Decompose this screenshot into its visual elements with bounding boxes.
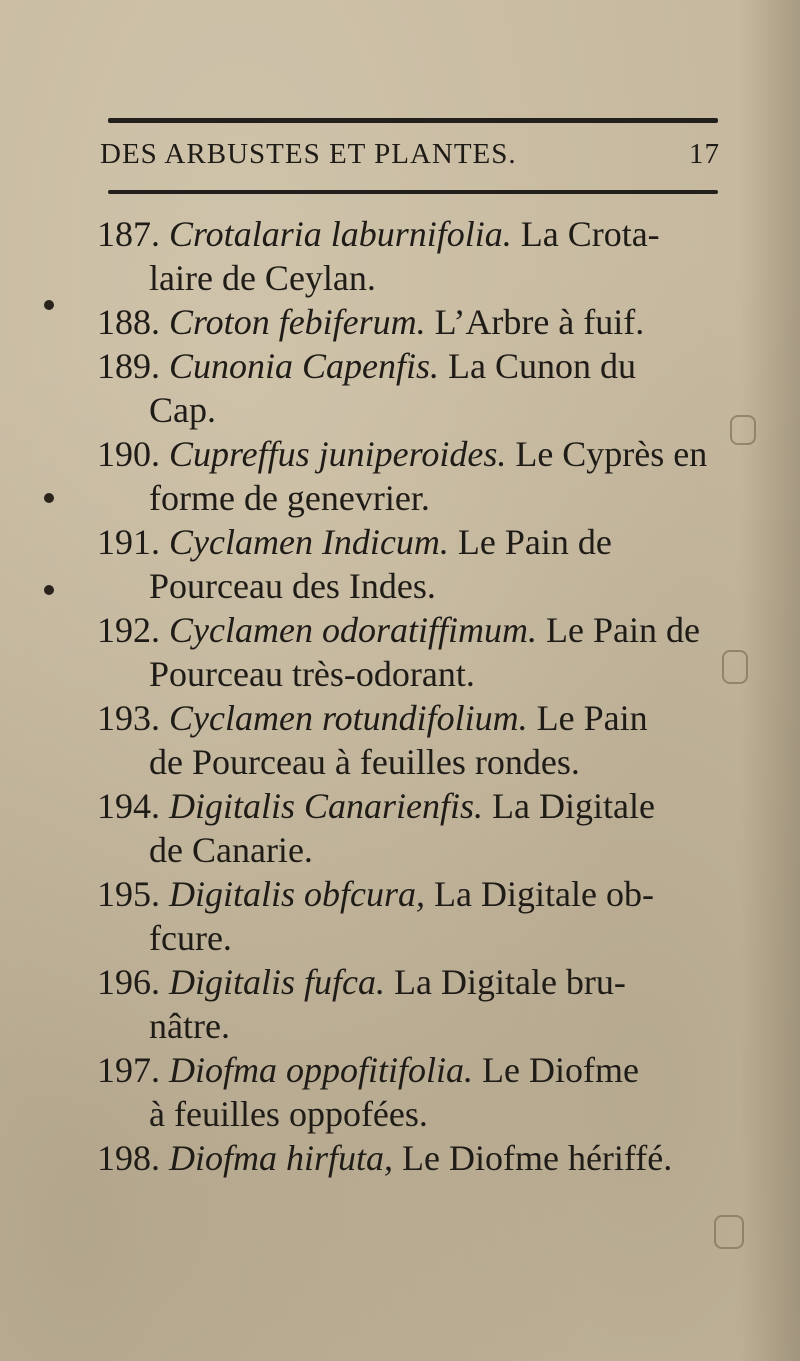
entry-number: 188. [97,302,160,342]
bleed-through-mark [714,1215,744,1249]
entry-189 [97,344,637,432]
common-name: L’Arbre à fuif. [434,302,645,342]
entry-number: 187. [97,214,160,254]
entry-number: 189. [97,346,160,386]
entry-continuation: Cap. [149,390,216,430]
entry-number: 197. [97,1050,160,1090]
page-number: 17 [689,138,720,170]
margin-dot [44,585,54,595]
entry-196 [97,960,626,1048]
latin-name: Digitalis fufca. [169,962,385,1002]
latin-name: Cunonia Capenfis. [169,346,440,386]
entry-198 [97,1136,673,1180]
common-name: Le Diofme hériffé. [402,1138,673,1178]
entry-194 [97,784,655,872]
latin-name: Cyclamen rotundifolium. [169,698,528,738]
latin-name: Diofma hirfuta, [169,1138,394,1178]
entry-number: 198. [97,1138,160,1178]
latin-name: Digitalis Canarienfis. [169,786,484,826]
common-name: La Digitale [492,786,655,826]
common-name: Le Pain de [457,522,612,562]
latin-name: Cupreffus juniperoides. [169,434,507,474]
page-edge-shadow [740,0,800,1361]
running-header [100,138,720,178]
entry-195 [97,872,654,960]
latin-name: Cyclamen odoratiffimum. [169,610,537,650]
entry-192 [97,608,700,696]
common-name: Le Pain de [545,610,700,650]
margin-dot [44,300,54,310]
entry-190 [97,432,708,520]
entry-191 [97,520,617,608]
entry-number: 194. [97,786,160,826]
entry-number: 191. [97,522,160,562]
common-name: Le Cyprès en [515,434,708,474]
entry-number: 190. [97,434,160,474]
entry-number: 192. [97,610,160,650]
entry-continuation: de Canarie. [149,830,313,870]
margin-dot [44,493,54,503]
bleed-through-mark [722,650,748,684]
common-name: Le Pain [536,698,648,738]
common-name: La Digitale ob- [434,874,654,914]
header-bottom-rule [108,190,718,194]
latin-name: Diofma oppofitifolia. [169,1050,474,1090]
common-name: La Crota- [520,214,660,254]
entry-continuation: forme de genevrier. [149,478,430,518]
latin-name: Croton febiferum. [169,302,426,342]
latin-name: Crotalaria laburnifolia. [169,214,512,254]
bleed-through-mark [730,415,756,445]
latin-name: Cyclamen Indicum. [169,522,449,562]
entry-continuation: fcure. [149,918,232,958]
entry-188 [97,300,645,344]
common-name: La Digitale bru- [394,962,626,1002]
running-title: DES ARBUSTES ET PLANTES. [100,138,517,170]
header-top-rule [108,118,718,123]
entry-continuation: nâtre. [149,1006,230,1046]
entry-197 [97,1048,639,1136]
entry-continuation: de Pourceau à feuilles rondes. [149,742,580,782]
entry-number: 195. [97,874,160,914]
entry-number: 196. [97,962,160,1002]
common-name: La Cunon du [448,346,637,386]
entry-continuation: laire de Ceylan. [149,258,376,298]
entry-187 [97,212,660,300]
entry-continuation: Pourceau très-odorant. [149,654,475,694]
entry-continuation: Pourceau des Indes. [149,566,436,606]
entry-193 [97,696,648,784]
latin-name: Digitalis obfcura, [169,874,426,914]
entry-continuation: à feuilles oppofées. [149,1094,428,1134]
entry-number: 193. [97,698,160,738]
common-name: Le Diofme [482,1050,639,1090]
